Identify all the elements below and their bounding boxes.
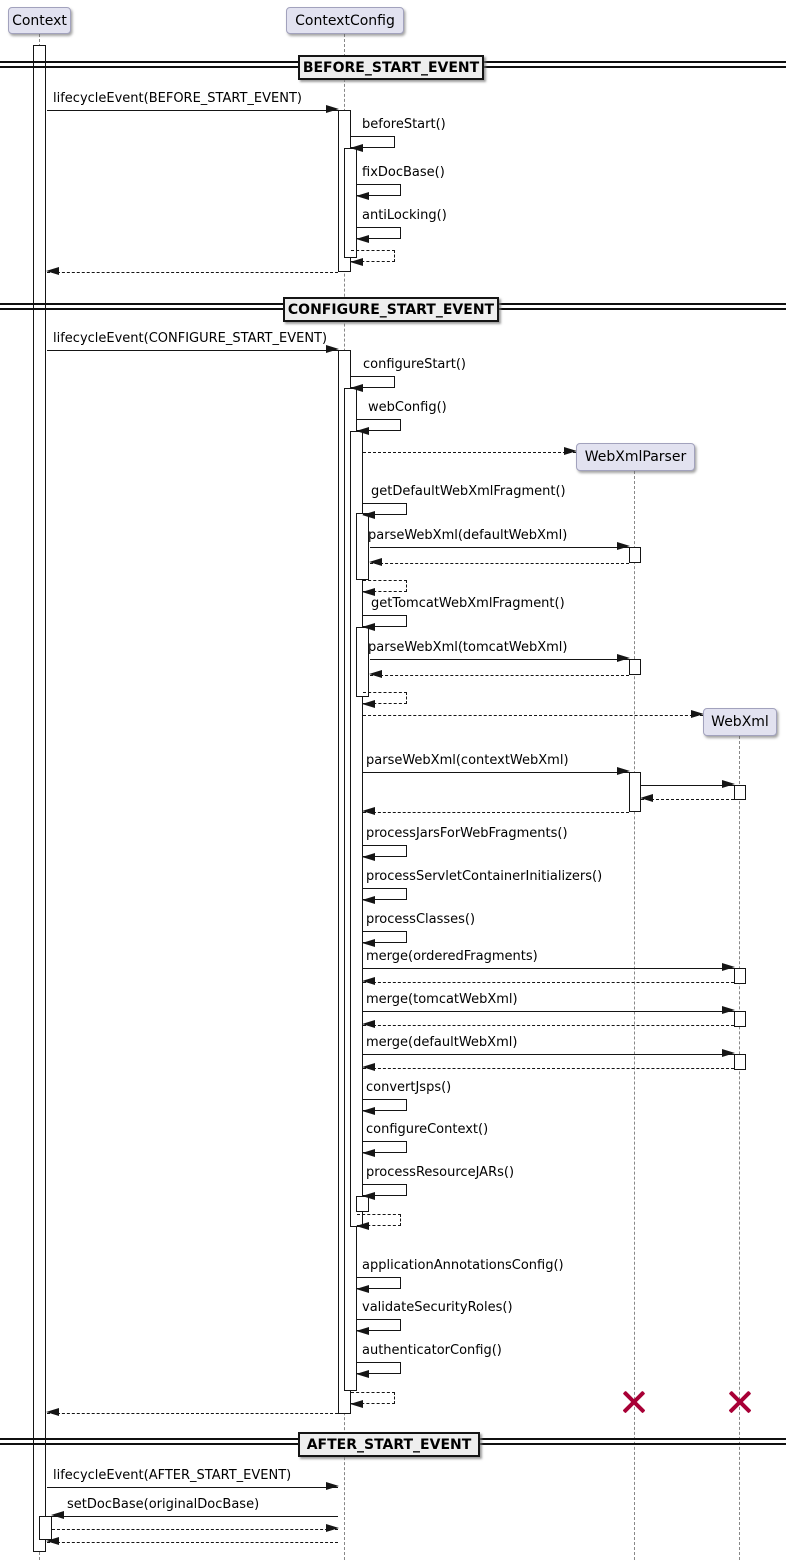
return-parse-default — [370, 563, 629, 564]
arrowhead-left-icon — [46, 1408, 59, 1416]
return-configure — [47, 1413, 338, 1414]
arrow-parse-tomcat — [370, 659, 629, 660]
arrowhead-right-icon — [722, 780, 735, 788]
label-validate-security-roles: validateSecurityRoles() — [362, 1300, 513, 1315]
arrowhead-left-icon — [362, 977, 375, 985]
return-parse-context — [363, 812, 629, 813]
arrowhead-left-icon — [369, 558, 382, 566]
return-merge-tomcat — [363, 1025, 734, 1026]
label-process-resource-jars: processResourceJARs() — [366, 1165, 515, 1180]
divider-after-label: AFTER_START_EVENT — [306, 1436, 472, 1453]
label-web-config: webConfig() — [368, 400, 447, 415]
arrowhead-left-icon — [350, 384, 363, 392]
label-configure-start: configureStart() — [363, 357, 466, 372]
arrowhead-left-icon — [362, 807, 375, 815]
label-process-jars: processJarsForWebFragments() — [366, 826, 568, 841]
self-arrow-get-default-fragment — [363, 503, 407, 515]
arrow-lifecycle-configure — [47, 350, 338, 351]
self-arrow-authenticator-config — [357, 1362, 401, 1374]
arrowhead-left-icon — [362, 1149, 375, 1157]
arrowhead-left-icon — [362, 588, 375, 596]
arrowhead-left-icon — [362, 1063, 375, 1071]
label-lifecycle-after: lifecycleEvent(AFTER_START_EVENT) — [53, 1468, 292, 1483]
arrowhead-right-icon — [326, 105, 339, 113]
self-return-get-tomcat — [363, 692, 407, 704]
self-arrow-validate-security-roles — [357, 1319, 401, 1331]
label-get-tomcat-fragment: getTomcatWebXmlFragment() — [371, 596, 565, 611]
self-arrow-fix-doc-base — [357, 184, 401, 196]
activation-context-setdocbase — [39, 1516, 52, 1540]
arrowhead-left-icon — [356, 427, 369, 435]
label-fix-doc-base: fixDocBase() — [362, 165, 445, 180]
self-arrow-process-resource-jars — [363, 1184, 407, 1196]
arrowhead-left-icon — [369, 670, 382, 678]
arrow-lifecycle-after — [47, 1487, 338, 1488]
activation-wx-parse-context — [734, 785, 746, 800]
participant-web-xml-label: WebXml — [711, 714, 769, 730]
label-authenticator-config: authenticatorConfig() — [362, 1343, 502, 1358]
arrowhead-left-icon — [350, 258, 363, 266]
arrowhead-right-icon — [617, 767, 630, 775]
destroy-x-web-xml-parser — [621, 1389, 647, 1415]
self-return-configure-start — [351, 1392, 395, 1404]
create-arrow-web-xml — [363, 715, 703, 716]
arrowhead-right-icon — [722, 963, 735, 971]
arrowhead-left-icon — [362, 853, 375, 861]
arrowhead-right-icon — [722, 1049, 735, 1057]
arrowhead-left-icon — [46, 267, 59, 275]
participant-web-xml-parser-label: WebXmlParser — [584, 449, 687, 465]
arrow-merge-tomcat — [363, 1011, 734, 1012]
self-arrow-before-start — [351, 136, 395, 148]
activation-wxp-parse-default — [629, 547, 641, 563]
label-convert-jsps: convertJsps() — [366, 1080, 452, 1095]
self-return-web-config — [357, 1214, 401, 1226]
divider-before-label: BEFORE_START_EVENT — [302, 59, 480, 76]
arrowhead-right-icon — [326, 1524, 339, 1532]
divider-configure-start-event — [283, 297, 499, 322]
self-arrow-process-jars — [363, 845, 407, 857]
return-set-doc-base — [52, 1529, 338, 1530]
arrowhead-left-icon — [51, 1511, 64, 1519]
arrow-set-doc-base — [52, 1516, 338, 1517]
lifeline-web-xml — [739, 736, 740, 1560]
arrowhead-right-icon — [617, 654, 630, 662]
label-anti-locking: antiLocking() — [362, 208, 447, 223]
return-merge-ordered — [363, 982, 734, 983]
activation-context-main — [33, 45, 46, 1552]
participant-context — [8, 7, 71, 34]
participant-context-label: Context — [12, 12, 67, 29]
self-arrow-get-tomcat-fragment — [363, 615, 407, 627]
self-arrow-configure-context — [363, 1141, 407, 1153]
label-merge-tomcat: merge(tomcatWebXml) — [366, 992, 518, 1007]
label-merge-default: merge(defaultWebXml) — [366, 1035, 518, 1050]
self-arrow-anti-locking — [357, 227, 401, 239]
arrowhead-left-icon — [350, 1400, 363, 1408]
activation-cc-get-tomcat — [356, 627, 369, 697]
label-get-default-fragment: getDefaultWebXmlFragment() — [371, 484, 566, 499]
label-configure-context: configureContext() — [366, 1122, 489, 1137]
label-application-annotations: applicationAnnotationsConfig() — [362, 1258, 564, 1273]
label-parse-tomcat: parseWebXml(tomcatWebXml) — [368, 640, 568, 655]
arrowhead-right-icon — [722, 1006, 735, 1014]
arrowhead-left-icon — [362, 1192, 375, 1200]
label-process-sci: processServletContainerInitializers() — [366, 869, 603, 884]
divider-after-start-event — [298, 1432, 480, 1457]
self-return-get-default — [363, 580, 407, 592]
arrow-merge-default — [363, 1054, 734, 1055]
arrowhead-left-icon — [350, 144, 363, 152]
arrow-wxp-to-webxml — [641, 785, 734, 786]
label-lifecycle-configure: lifecycleEvent(CONFIGURE_START_EVENT) — [53, 331, 328, 346]
arrowhead-left-icon — [362, 939, 375, 947]
arrowhead-right-icon — [326, 345, 339, 353]
participant-context-config-label: ContextConfig — [295, 12, 395, 29]
arrowhead-left-icon — [356, 235, 369, 243]
create-arrow-web-xml-parser — [363, 452, 576, 453]
arrowhead-left-icon — [356, 1370, 369, 1378]
activation-wx-merge-default — [734, 1054, 746, 1070]
activation-cc-get-default — [356, 513, 369, 580]
arrowhead-left-icon — [362, 700, 375, 708]
arrowhead-right-icon — [617, 542, 630, 550]
label-lifecycle-before: lifecycleEvent(BEFORE_START_EVENT) — [53, 91, 302, 106]
arrow-merge-ordered — [363, 968, 734, 969]
arrowhead-left-icon — [356, 1285, 369, 1293]
label-set-doc-base: setDocBase(originalDocBase) — [67, 1497, 260, 1512]
self-arrow-convert-jsps — [363, 1099, 407, 1111]
arrowhead-left-icon — [640, 794, 653, 802]
return-after — [47, 1542, 338, 1543]
self-arrow-web-config — [357, 419, 401, 431]
arrowhead-left-icon — [356, 1222, 369, 1230]
destroy-x-web-xml — [727, 1389, 753, 1415]
label-parse-default: parseWebXml(defaultWebXml) — [368, 528, 568, 543]
arrow-parse-default — [370, 547, 629, 548]
participant-web-xml — [703, 708, 777, 736]
return-webxml-to-wxp — [641, 799, 734, 800]
activation-wx-merge-tomcat — [734, 1011, 746, 1027]
arrowhead-left-icon — [356, 1327, 369, 1335]
return-merge-default — [363, 1068, 734, 1069]
return-parse-tomcat — [370, 675, 629, 676]
arrowhead-left-icon — [362, 1020, 375, 1028]
self-arrow-application-annotations — [357, 1277, 401, 1289]
self-arrow-configure-start — [351, 376, 395, 388]
arrowhead-left-icon — [362, 1107, 375, 1115]
activation-wx-merge-ordered — [734, 968, 746, 984]
arrowhead-left-icon — [46, 1537, 59, 1545]
participant-context-config — [286, 7, 404, 34]
activation-wxp-parse-tomcat — [629, 659, 641, 675]
divider-configure-label: CONFIGURE_START_EVENT — [287, 301, 495, 318]
arrowhead-left-icon — [356, 192, 369, 200]
self-arrow-process-classes — [363, 931, 407, 943]
arrowhead-left-icon — [362, 511, 375, 519]
arrowhead-left-icon — [362, 896, 375, 904]
arrowhead-right-icon — [326, 1482, 339, 1490]
participant-web-xml-parser — [576, 443, 695, 471]
label-process-classes: processClasses() — [366, 912, 476, 927]
arrow-lifecycle-before — [47, 110, 338, 111]
arrowhead-left-icon — [362, 623, 375, 631]
activation-wxp-parse-context — [629, 772, 641, 812]
label-before-start: beforeStart() — [362, 117, 446, 132]
arrow-parse-context — [363, 772, 629, 773]
return-before — [47, 272, 338, 273]
self-return-before-inner — [351, 250, 395, 262]
label-parse-context: parseWebXml(contextWebXml) — [366, 753, 569, 768]
self-arrow-process-sci — [363, 888, 407, 900]
divider-before-start-event — [298, 55, 484, 80]
label-merge-ordered: merge(orderedFragments) — [366, 949, 538, 964]
